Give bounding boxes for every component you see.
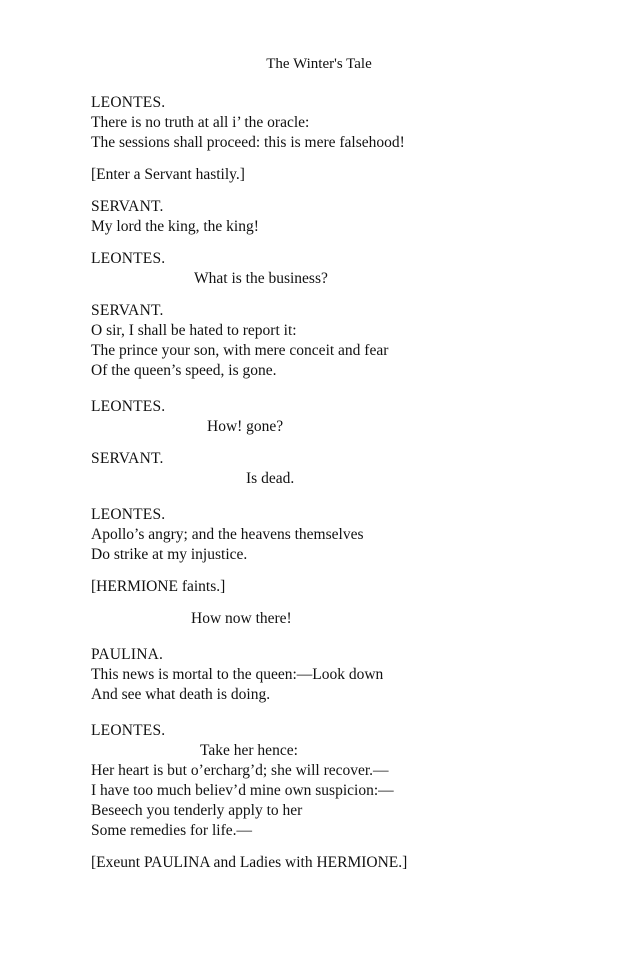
speech-leontes-1 bbox=[91, 93, 591, 153]
speech-line: The prince your son, with mere conceit and fear bbox=[91, 342, 389, 359]
speech-line: Of the queen’s speed, is gone. bbox=[91, 362, 277, 379]
speech-line: This news is mortal to the queen:—Look down bbox=[91, 666, 384, 683]
speaker-name: SERVANT. bbox=[91, 450, 164, 467]
stage-direction-text: [HERMIONE faints.] bbox=[91, 578, 226, 595]
speech-continuation bbox=[91, 609, 591, 629]
speech-servant-2 bbox=[91, 301, 591, 381]
speech-line: The sessions shall proceed: this is mere falsehood! bbox=[91, 134, 405, 151]
speaker-name: LEONTES. bbox=[91, 250, 166, 267]
speech-servant-1 bbox=[91, 197, 591, 237]
stage-direction bbox=[91, 853, 591, 873]
speech-line: My lord the king, the king! bbox=[91, 218, 259, 235]
speaker-name: LEONTES. bbox=[91, 722, 166, 739]
speech-paulina-1 bbox=[91, 645, 591, 705]
stage-direction-text: [Exeunt PAULINA and Ladies with HERMIONE.] bbox=[91, 854, 408, 871]
speech-line: Apollo’s angry; and the heavens themselves bbox=[91, 526, 364, 543]
script-text bbox=[91, 93, 591, 885]
speech-servant-3 bbox=[91, 449, 591, 489]
stage-direction bbox=[91, 165, 591, 185]
speech-leontes-5 bbox=[91, 721, 591, 841]
stage-direction-text: [Enter a Servant hastily.] bbox=[91, 166, 245, 183]
speech-line: Some remedies for life.— bbox=[91, 822, 252, 839]
speech-leontes-3 bbox=[91, 397, 591, 437]
speech-leontes-2 bbox=[91, 249, 591, 289]
speech-line: I have too much believ’d mine own suspicion:— bbox=[91, 782, 394, 799]
speech-line: Beseech you tenderly apply to her bbox=[91, 802, 303, 819]
speaker-name: LEONTES. bbox=[91, 506, 166, 523]
speaker-name: SERVANT. bbox=[91, 198, 164, 215]
speech-line: Do strike at my injustice. bbox=[91, 546, 248, 563]
speaker-name: LEONTES. bbox=[91, 398, 166, 415]
play-title: The Winter's Tale bbox=[266, 56, 372, 72]
stage-direction bbox=[91, 577, 591, 597]
speaker-name: PAULINA. bbox=[91, 646, 164, 663]
speech-line: O sir, I shall be hated to report it: bbox=[91, 322, 297, 339]
speech-line-indented: Take her hence: bbox=[200, 742, 298, 759]
speech-line: There is no truth at all i’ the oracle: bbox=[91, 114, 310, 131]
speech-line: And see what death is doing. bbox=[91, 686, 271, 703]
speech-line-indented: What is the business? bbox=[194, 270, 328, 287]
page-header bbox=[0, 54, 638, 74]
speech-line-indented: How! gone? bbox=[207, 418, 284, 435]
speaker-name: SERVANT. bbox=[91, 302, 164, 319]
speech-line-indented: How now there! bbox=[191, 610, 292, 627]
speech-leontes-4 bbox=[91, 505, 591, 565]
speaker-name: LEONTES. bbox=[91, 94, 166, 111]
speech-line-indented: Is dead. bbox=[246, 470, 295, 487]
speech-line: Her heart is but o’ercharg’d; she will recover.— bbox=[91, 762, 389, 779]
